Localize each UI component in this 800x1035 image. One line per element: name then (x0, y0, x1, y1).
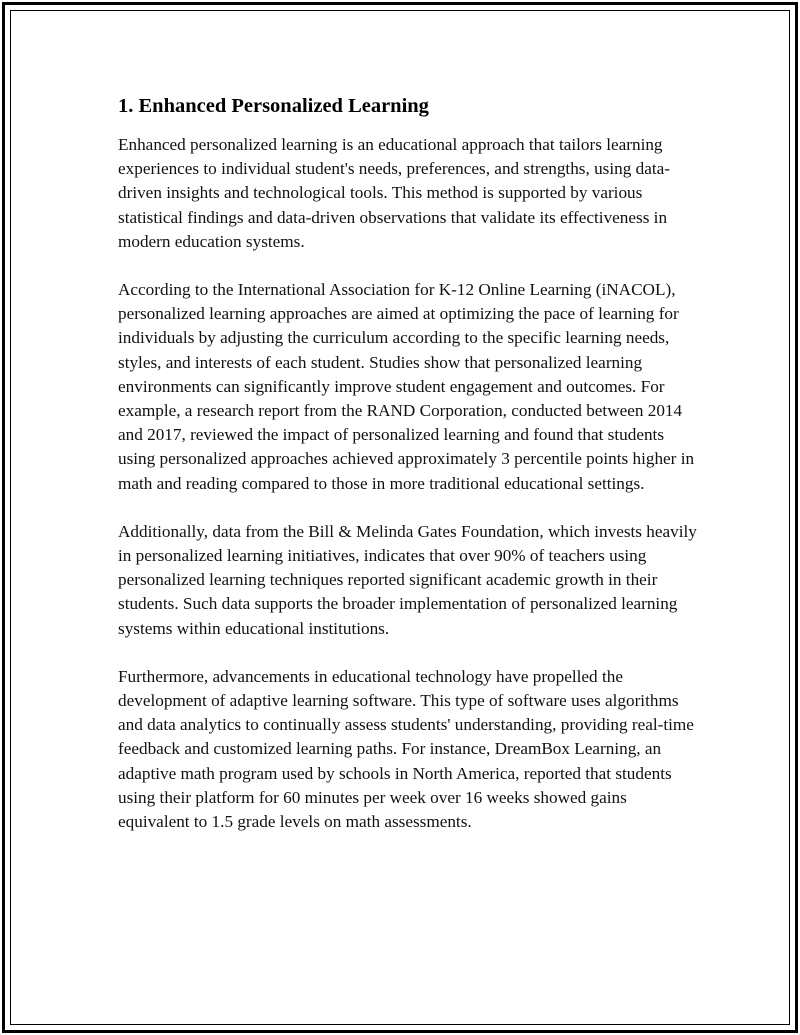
paragraph-inacol: According to the International Association for K-12 Online Learning (iNACOL), personalized learning approaches are aimed at optimizing the pace of learning for individuals by adjusting the curriculum according to the specific learning needs, styles, and interests of each student. Studies show that personalized learning environments can significantly improve student engagement and outcomes. For example, a research report from the RAND Corporation, conducted between 2014 and 2017, reviewed the impact of personalized learning and found that students using personalized approaches achieved approximately 3 percentile points higher in math and reading compared to those in more traditional educational settings. (118, 280, 695, 493)
paragraph-gates-foundation: Additionally, data from the Bill & Melinda Gates Foundation, which invests heavily in personalized learning initiatives, indicates that over 90% of teachers using personalized learning techniques reported significant academic growth in their students. Such data supports the broader implementation of personalized learning systems within educational institutions. (118, 521, 697, 638)
document-body (118, 92, 698, 858)
paragraph-intro: Enhanced personalized learning is an educational approach that tailors learning experiences to individual student's needs, preferences, and strengths, using data-driven insights and technological tools. This method is supported by various statistical findings and data-driven observations that validate its effectiveness in modern education systems. (118, 135, 670, 251)
section-heading: 1. Enhanced Personalized Learning (118, 95, 429, 117)
paragraph-adaptive-software: Furthermore, advancements in educational technology have propelled the development of adaptive learning software. This type of software uses algorithms and data analytics to continually assess students' understanding, providing real-time feedback and customized learning paths. For instance, DreamBox Learning, an adaptive math program used by schools in North America, reported that students using their platform for 60 minutes per week over 16 weeks showed gains equivalent to 1.5 grade levels on math assessments. (118, 666, 694, 832)
